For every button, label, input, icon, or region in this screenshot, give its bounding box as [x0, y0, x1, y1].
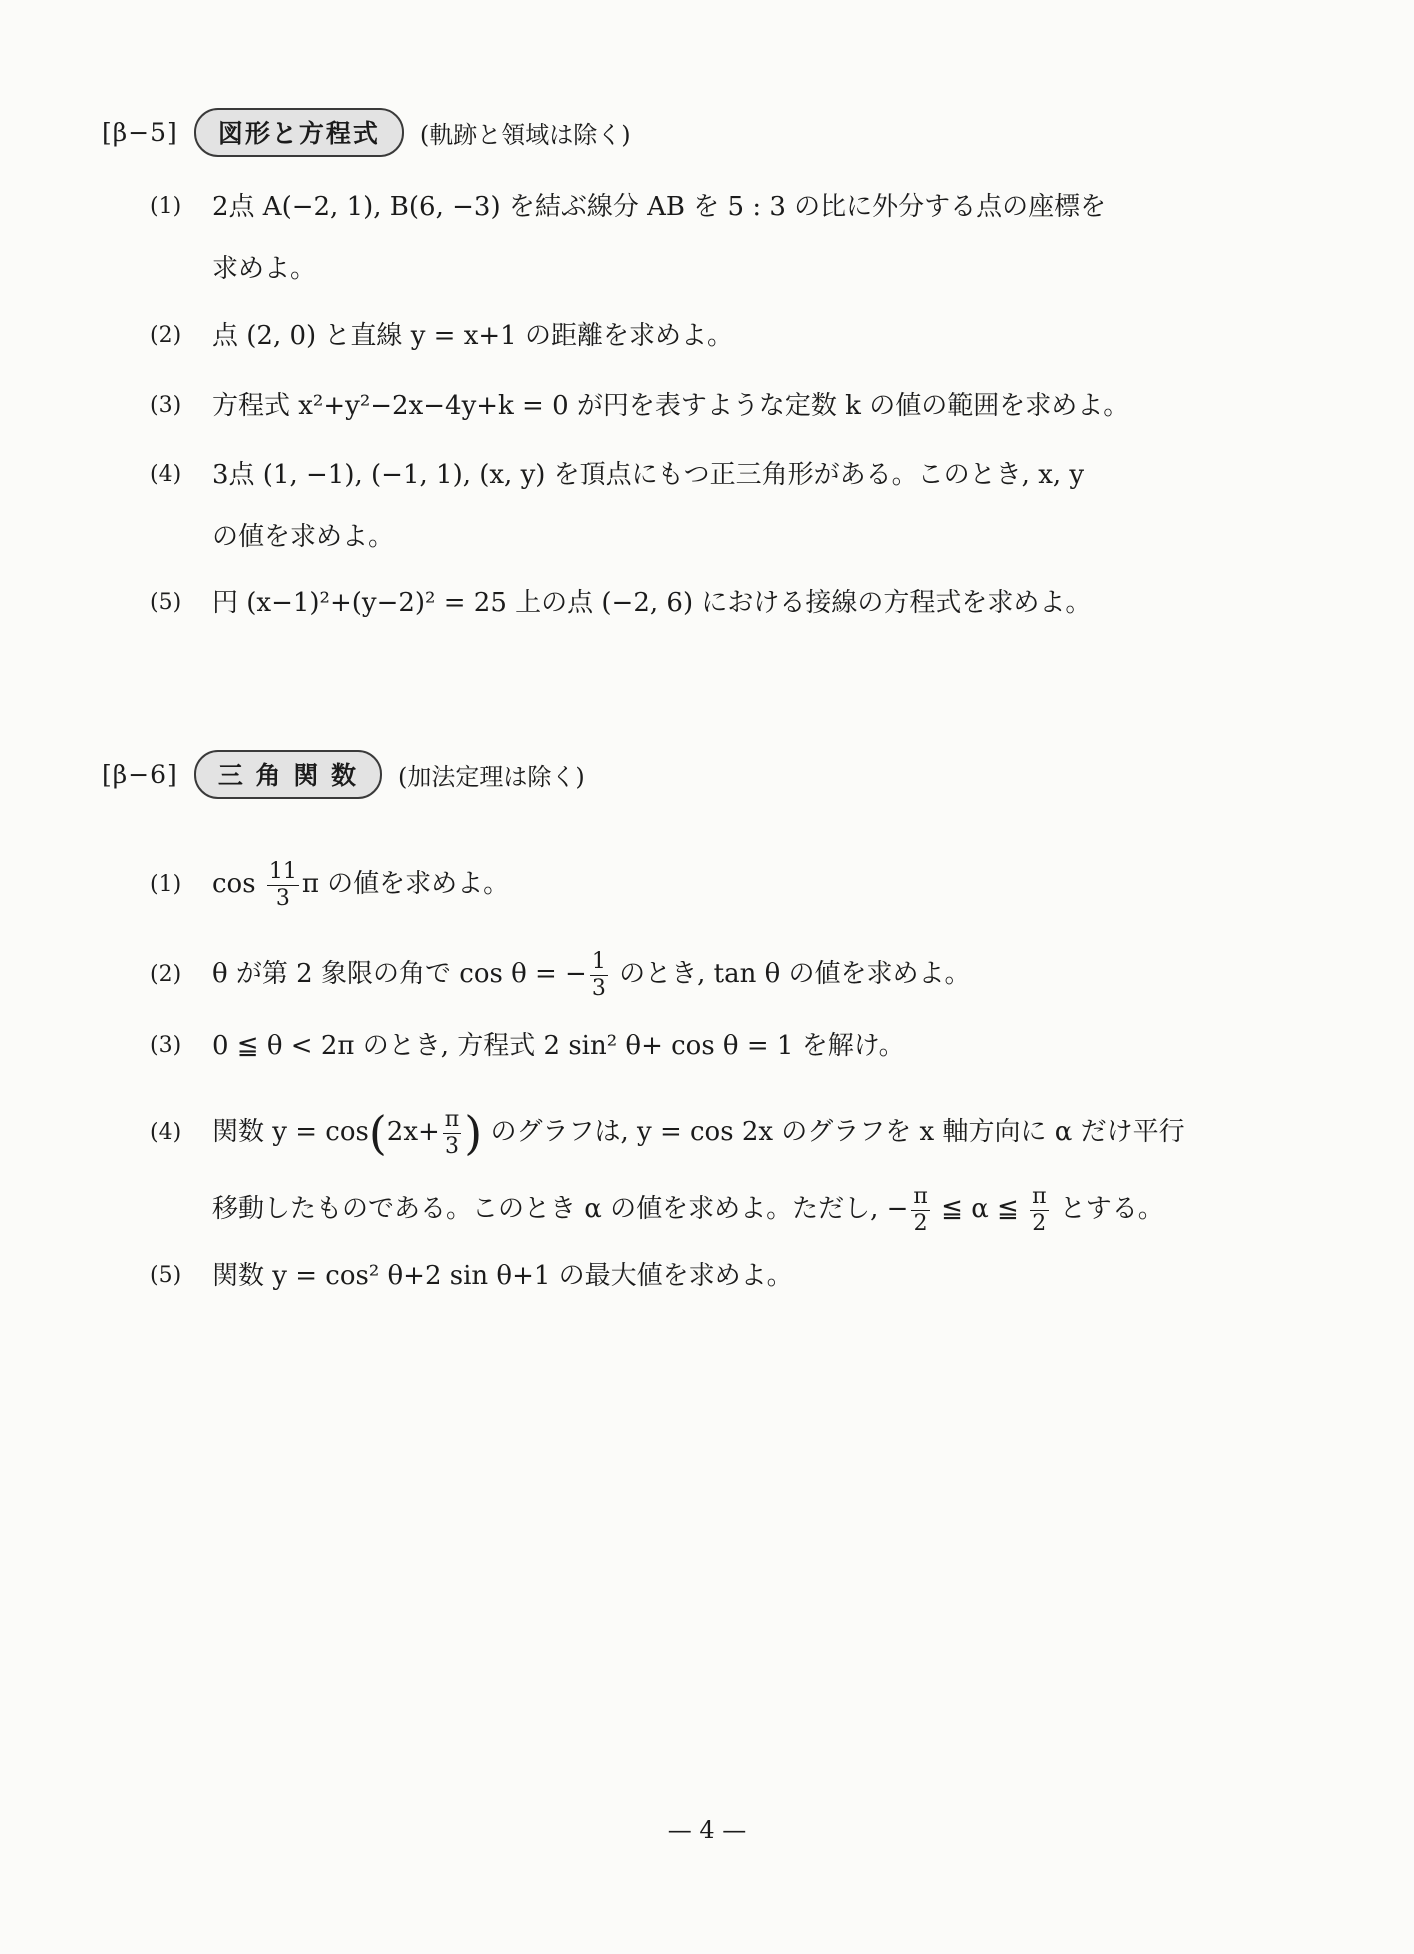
problem-text: 0 ≦ θ < 2π のとき, 方程式 2 sin² θ+ cos θ = 1 を解け。 [212, 1031, 905, 1061]
fraction: $\frac{\pi}{2}$ [1032, 1183, 1047, 1236]
problem-number: (2) [150, 962, 182, 987]
problem-5-5 [150, 572, 1300, 634]
fraction: $\frac{\pi}{3}$ [444, 1106, 460, 1159]
problem-number: (3) [150, 1033, 182, 1058]
problem-text: 円 (x−1)²+(y−2)² = 25 上の点 (−2, 6) における接線の方程式を求めよ。 [212, 588, 1092, 618]
problem-text-cont: 移動したものである。このとき α の値を求めよ。ただし, − $\frac{\pi}{2}$ ≦ α ≦ $\frac{\pi}{2}$ とする。 [212, 1183, 1164, 1236]
problem-number: (1) [150, 872, 182, 897]
page-number: — 4 — [667, 1816, 747, 1844]
fraction: $\frac{11}{3}$ [268, 858, 297, 911]
problem-text-cont: の値を求めよ。 [212, 522, 395, 552]
fraction: $\frac{1}{3}$ [591, 948, 606, 1001]
problem-5-2 [150, 305, 1300, 367]
problem-number: (5) [150, 590, 182, 615]
problem-5-3 [150, 375, 1300, 437]
problem-number: (4) [150, 462, 182, 487]
problem-number: (2) [150, 323, 182, 348]
problem-6-5 [150, 1245, 1300, 1307]
problem-6-1 [150, 836, 1300, 932]
problem-number: (1) [150, 194, 182, 219]
problem-text: 関数 y = cos(2x+ $\frac{\pi}{3}$ ) のグラフは, y = cos 2x のグラフを x 軸方向に α だけ平行 [212, 1106, 1185, 1160]
problem-text: cos $\frac{11}{3}$ π の値を求めよ。 [212, 858, 510, 911]
problem-text-cont: 求めよ。 [212, 254, 317, 284]
section-number: [β−6] [102, 760, 178, 789]
problem-text: 方程式 x²+y²−2x−4y+k = 0 が円を表すような定数 k の値の範囲を求めよ。 [212, 391, 1130, 421]
problem-5-1 [150, 176, 1300, 300]
fraction: $\frac{\pi}{2}$ [913, 1183, 928, 1236]
problem-text: 2点 A(−2, 1), B(6, −3) を結ぶ線分 AB を 5 : 3 の比に外分する点の座標を [212, 192, 1107, 222]
problem-text: 点 (2, 0) と直線 y = x+1 の距離を求めよ。 [212, 321, 733, 351]
section-header-5 [102, 108, 631, 157]
problem-text: 関数 y = cos² θ+2 sin θ+1 の最大値を求めよ。 [212, 1261, 793, 1291]
section-header-6 [102, 750, 585, 799]
section-note: (加法定理は除く) [397, 763, 585, 791]
problem-number: (3) [150, 393, 182, 418]
section-title-badge: 三 角 関 数 [194, 750, 382, 799]
problem-6-2 [150, 926, 1300, 1022]
problem-6-3 [150, 1015, 1300, 1077]
problem-number: (4) [150, 1120, 182, 1145]
problem-text: θ が第 2 象限の角で cos θ = − $\frac{1}{3}$ のとき, tan θ の値を求めよ。 [212, 948, 971, 1001]
problem-5-4 [150, 444, 1300, 568]
section-number: [β−5] [102, 118, 178, 147]
problem-6-4 [150, 1092, 1300, 1245]
problem-number: (5) [150, 1263, 182, 1288]
section-note: (軌跡と領域は除く) [419, 121, 631, 149]
section-title-badge: 図形と方程式 [194, 108, 404, 157]
problem-text: 3点 (1, −1), (−1, 1), (x, y) を頂点にもつ正三角形がある。このとき, x, y [212, 460, 1085, 490]
